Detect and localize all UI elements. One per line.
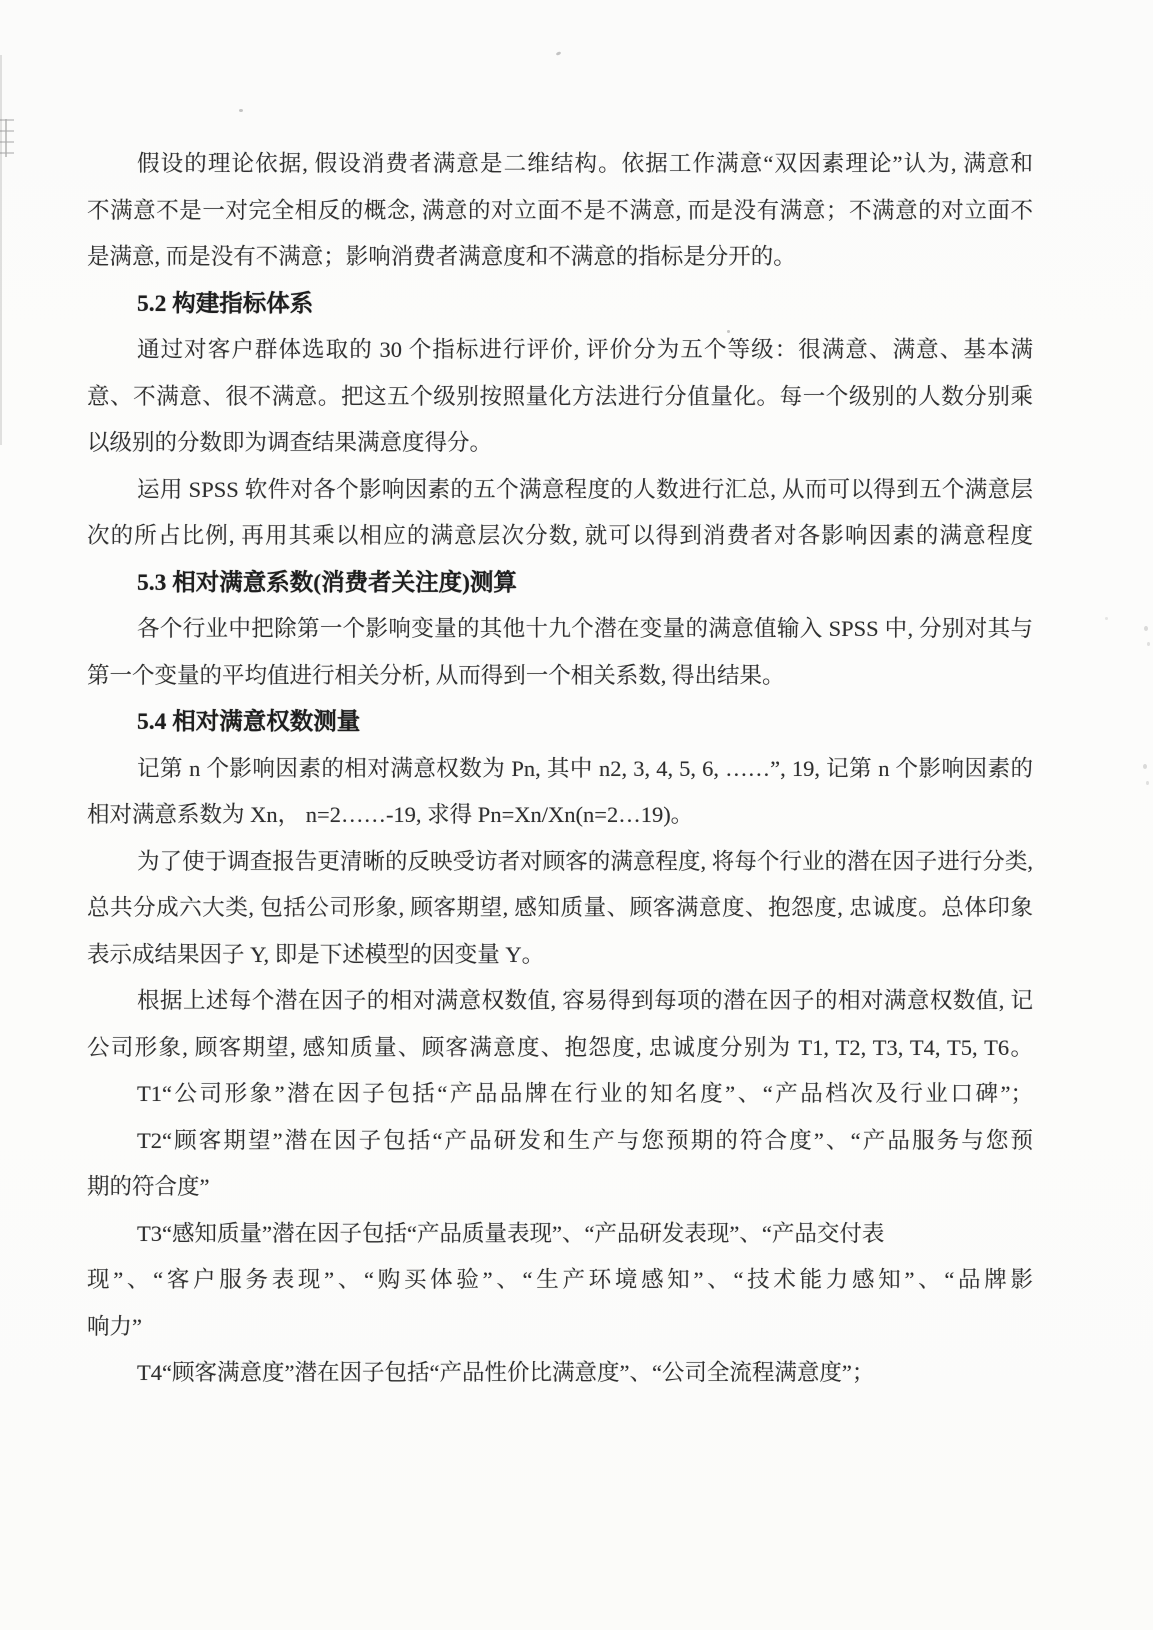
- text-line: 第一个变量的平均值进行相关分析, 从而得到一个相关系数, 得出结果。: [87, 662, 785, 688]
- scan-speck: [1144, 626, 1148, 631]
- scan-edge-artifact: [0, 55, 2, 445]
- scan-speck: [556, 51, 562, 56]
- text-line: 表示成结果因子 Y, 即是下述模型的因变量 Y。: [87, 941, 545, 967]
- text-line: 相对满意系数为 Xn， n=2……-19, 求得 Pn=Xn/Xn(n=2…19)。: [87, 802, 694, 827]
- text-line: 通过对客户群体选取的 30 个指标进行评价, 评价分为五个等级：很满意、满意、基本满: [137, 337, 1033, 362]
- text-line: 公司形象, 顾客期望, 感知质量、顾客满意度、抱怨度, 忠诚度分别为 T1, T2, T3, T4, T5, T6。: [87, 1034, 1033, 1060]
- text-line: 响力”: [87, 1313, 142, 1339]
- text-line: T4“顾客满意度”潜在因子包括“产品性价比满意度”、“公司全流程满意度”；: [137, 1360, 875, 1385]
- text-line: 以级别的分数即为调查结果满意度得分。: [87, 430, 493, 455]
- text-line: 假设的理论依据, 假设消费者满意是二维结构。依据工作满意“双因素理论”认为, 满意和: [137, 151, 1033, 176]
- section-heading-5-3: 5.3 相对满意系数(消费者关注度)测算: [137, 569, 517, 596]
- text-line: 记第 n 个影响因素的相对满意权数为 Pn, 其中 n2, 3, 4, 5, 6, ……”, 19, 记第 n 个影响因素的: [137, 755, 1033, 781]
- text-line: 不满意不是一对完全相反的概念, 满意的对立面不是不满意, 而是没有满意；不满意的对立面不: [87, 197, 1033, 223]
- text-line: T1“公司形象”潜在因子包括“产品品牌在行业的知名度”、“产品档次及行业口碑”；: [137, 1081, 1033, 1106]
- scan-speck: [1147, 642, 1150, 646]
- text-line: 总共分成六大类, 包括公司形象, 顾客期望, 感知质量、顾客满意度、抱怨度, 忠诚度。总体印象: [87, 895, 1033, 920]
- scan-speck: [1105, 617, 1108, 620]
- text-line: 运用 SPSS 软件对各个影响因素的五个满意程度的人数进行汇总, 从而可以得到五个满意层: [137, 476, 1033, 502]
- document-text-block: [87, 141, 1033, 1397]
- text-line: 为了使于调查报告更清晰的反映受访者对顾客的满意程度, 将每个行业的潜在因子进行分类,: [137, 848, 1033, 874]
- text-line: T2“顾客期望”潜在因子包括“产品研发和生产与您预期的符合度”、“产品服务与您预: [137, 1127, 1033, 1153]
- text-line: T3“感知质量”潜在因子包括“产品质量表现”、“产品研发表现”、“产品交付表: [137, 1220, 885, 1246]
- text-line: 意、不满意、很不满意。把这五个级别按照量化方法进行分值量化。每一个级别的人数分别乘: [87, 383, 1033, 409]
- text-line: 根据上述每个潜在因子的相对满意权数值, 容易得到每项的潜在因子的相对满意权数值, 记: [137, 988, 1033, 1013]
- text-line: 各个行业中把除第一个影响变量的其他十九个潜在变量的满意值输入 SPSS 中, 分别对其与: [137, 616, 1033, 641]
- section-heading-5-4: 5.4 相对满意权数测量: [137, 709, 361, 735]
- text-line: 期的符合度”: [87, 1174, 210, 1199]
- scan-speck: [1146, 781, 1149, 785]
- section-heading-5-2: 5.2 构建指标体系: [137, 290, 314, 317]
- scan-speck: [239, 109, 243, 112]
- text-line: 次的所占比例, 再用其乘以相应的满意层次分数, 就可以得到消费者对各影响因素的满意程度: [87, 523, 1033, 548]
- text-line: 现”、“客户服务表现”、“购买体验”、“生产环境感知”、“技术能力感知”、“品牌影: [87, 1267, 1033, 1292]
- scan-speck: [1143, 764, 1147, 769]
- text-line: 是满意, 而是没有不满意；影响消费者满意度和不满意的指标是分开的。: [87, 244, 796, 269]
- scan-hash-artifact: [0, 119, 14, 157]
